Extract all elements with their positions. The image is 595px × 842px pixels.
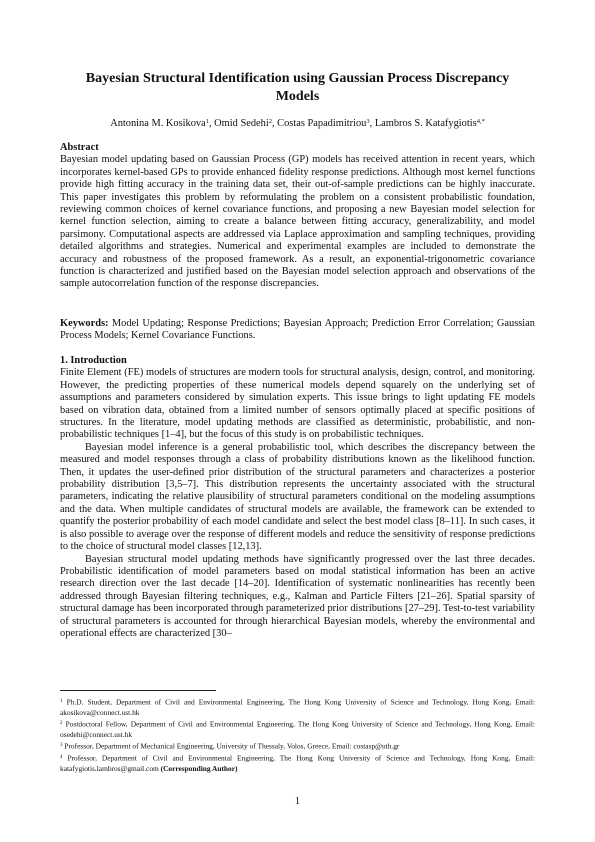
corresponding-author-note: (Corresponding Author) (160, 764, 238, 774)
author (375, 118, 485, 129)
paper-title: Bayesian Structural Identification using Gaussian Process Discrepancy Models (85, 71, 510, 104)
body-paragraph: Finite Element (FE) models of structures are modern tools for structural analysis, design, control, and monitoring. However, the predicting properties of these numerical models depend squarely on the underlying set of assumptions and parameters considered by simulation experts. This issue brings to light updating FE models based on vibration data, obtained from a limited number of sensors optimally placed at specific positions of structures. In the literature, model updating methods are classified as deterministic, probabilistic, and non-probabilistic techniques [1–4], but the focus of this study is on probabilistic techniques. (60, 367, 535, 441)
author-list (60, 115, 535, 130)
keywords-section (60, 318, 535, 343)
author-separator: , (208, 118, 215, 129)
abstract-section (60, 142, 535, 291)
body-paragraph: Bayesian structural model updating methods have significantly progressed over the last three decades. Probabilistic identification of model parameters based on modal statistical information has been an active research direction over the last decade [14–20]. Identification of systematic nonlinearities has recently been addressed through Bayesian filtering techniques, e.g., Kalman and Particle Filters [21–26]. Spatial sparsity of structural damage has been incorporated through parameterized prior distributions [27–29]. Test-to-test variability of structural parameters is accounted for through hierarchical Bayesian models, whereby the environmental and operational effects are characterized [30– (60, 553, 535, 639)
author-separator: , (369, 118, 375, 129)
abstract-text: Bayesian model updating based on Gaussian Process (GP) models has received attention in recent years, which incorporates kernel-based GPs to provide enhanced fidelity response predictions. Although most kernel functions provide high fitting accuracy in the training data set, their out-of-sample predictions can be highly inaccurate. This paper investigates this problem by reformulating the problem on a consistent probabilistic foundation, reviewing common choices of kernel covariance functions, and proposing a new Bayesian model selection for kernel function selection, aiming to create a balance between fitting accuracy, generalizability, and model parsimony. Computational aspects are addressed via Laplace approximation and sampling techniques, providing detailed algorithms and strategies. Numerical and experimental examples are included to demonstrate the accuracy and robustness of the proposed framework. As a result, an exponential-trigonometric covariance function is characterized and justified based on the Bayesian model selection approach and observations of the sample autocorrelation function of the response discrepancies. (60, 154, 535, 290)
author (214, 118, 277, 129)
footnote-mark: 4 (60, 754, 63, 760)
footnote-text: Postdoctoral Fellow, Department of Civil and Environmental Engineering, The Hong Kong University of Science and Technology, Hong Kong, Email: osedehi@connect.ust.hk (60, 719, 535, 740)
author-affiliation-mark: 3 (366, 118, 370, 125)
footnotes-section (60, 697, 535, 775)
author (277, 118, 375, 129)
author-affiliation-mark: 2 (268, 118, 272, 125)
footnote-mark: 1 (60, 699, 63, 704)
author (110, 118, 214, 129)
author-affiliation-mark: 4,* (476, 118, 485, 125)
footnote-text: Ph.D. Student, Department of Civil and Environmental Engineering, The Hong Kong University of Science and Technology, Hong Kong, Email: akosikova@connect.ust.hk (60, 697, 535, 718)
keywords-text: Model Updating; Response Predictions; Bayesian Approach; Prediction Error Correlation; Gaussian Process Models; Kernel Covariance Functions. (60, 318, 535, 342)
footnote-divider (60, 690, 216, 691)
introduction-section (60, 355, 535, 640)
author-name: Antonina M. Kosikova (110, 118, 206, 129)
footnote (60, 753, 535, 775)
footnote-text: Professor, Department of Mechanical Engineering, University of Thessaly, Volos, Greece, Email: costasp@uth.gr (64, 741, 400, 751)
body-paragraph: Bayesian model inference is a general probabilistic tool, which describes the discrepancy between the measured and model responses through a class of probability distributions known as the likelihood function. Then, it updates the user-defined prior distribution of the structural parameters and characterizes a posterior probability distribution [3,5–7]. This distribution represents the uncertainty associated with the structural parameters, indicating the relative plausibility of structural parameters conditional on the modeling assumptions and the data. When multiple candidates of structural models are available, the framework can be extended to quantify the posterior probability of each model candidate and select the best model class [8–11]. In such cases, it is also possible to average over the response of different models and reduce the sensitivity of response predictions to the choice of structural model classes [12,13]. (60, 441, 535, 553)
abstract-heading: Abstract (60, 142, 99, 153)
author-name: Costas Papadimitriou (277, 118, 367, 129)
author-affiliation-mark: 1 (205, 118, 209, 125)
keywords-label: Keywords: (60, 318, 109, 329)
footnote-text: Professor, Department of Civil and Environmental Engineering, The Hong Kong University of Science and Technology, Hong Kong, Email: katafygiotis.lambros@gmail.com (60, 753, 535, 774)
author-name: Omid Sedehi (214, 118, 269, 129)
footnote (60, 697, 535, 719)
footnote-mark: 2 (60, 721, 63, 727)
footnote (60, 741, 535, 752)
keywords-paragraph (60, 318, 535, 343)
author-separator: , (271, 118, 278, 129)
footnote-mark: 3 (60, 743, 63, 749)
introduction-heading: 1. Introduction (60, 355, 127, 366)
author-name: Lambros S. Katafygiotis (374, 118, 477, 129)
footnote (60, 719, 535, 741)
page-number: 1 (294, 796, 301, 807)
